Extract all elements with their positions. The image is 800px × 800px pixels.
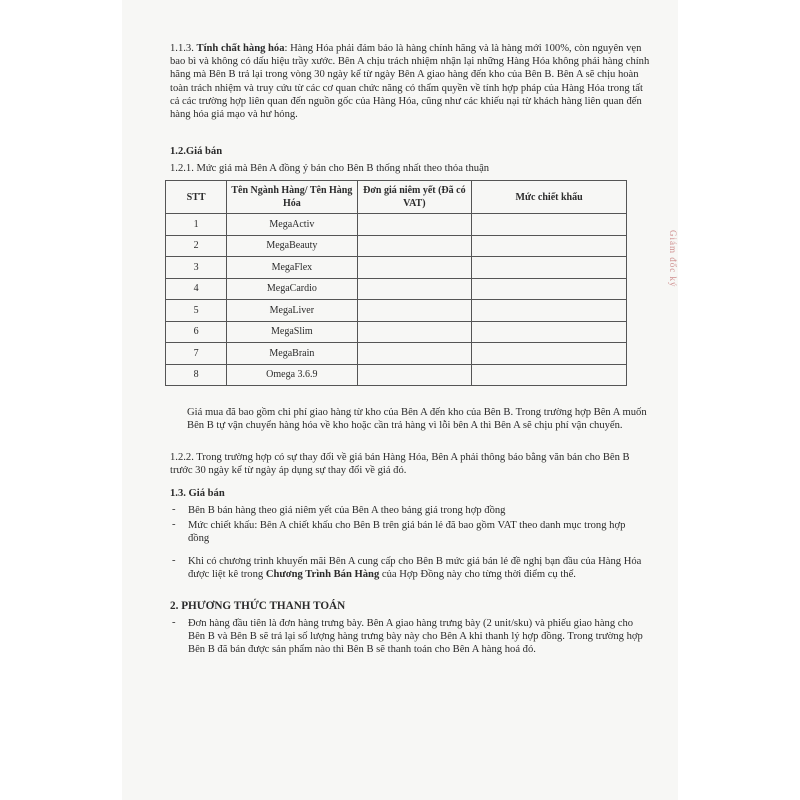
cell-product-name: MegaFlex bbox=[227, 257, 357, 279]
bullet-dash: - bbox=[172, 504, 176, 515]
margin-signature-mark: Giám đốc ký bbox=[668, 230, 678, 288]
section-1-1-3 bbox=[170, 42, 652, 121]
cell-list-price bbox=[357, 300, 472, 322]
cell-discount bbox=[472, 300, 627, 322]
table-row bbox=[166, 300, 627, 322]
cell-stt: 7 bbox=[166, 343, 227, 365]
bullet-dash: - bbox=[172, 617, 176, 628]
section-1-2-title: Giá bán bbox=[185, 146, 223, 157]
bullet-3-text-b: của Hợp Đồng này cho từng thời điểm cụ thể. bbox=[379, 569, 576, 581]
bullet-dash: - bbox=[172, 555, 176, 566]
cell-list-price bbox=[357, 278, 472, 300]
cell-product-name: MegaSlim bbox=[227, 321, 357, 343]
cell-product-name: MegaBrain bbox=[227, 343, 357, 365]
section-1-1-3-number: 1.1.3. bbox=[170, 43, 194, 54]
section-1-2-2: 1.2.2. Trong trường hợp có sự thay đổi về giá bán Hàng Hóa, Bên A phải thông báo bằng văn bản cho Bên B trước 30 ngày kể từ ngày áp dụng sự thay đổi về giá đó. bbox=[170, 452, 630, 477]
cell-product-name: MegaActiv bbox=[227, 214, 357, 236]
section-1-3-bullet-2: Mức chiết khấu: Bên A chiết khấu cho Bên B trên giá bán lẻ đã bao gồm VAT theo danh mục trong hợp đồng bbox=[188, 520, 626, 545]
cell-discount bbox=[472, 321, 627, 343]
header-product-name: Tên Ngành Hàng/ Tên Hàng Hóa bbox=[227, 181, 357, 214]
cell-list-price bbox=[357, 364, 472, 386]
cell-product-name: Omega 3.6.9 bbox=[227, 364, 357, 386]
shipping-note: Giá mua đã bao gồm chi phí giao hàng từ kho của Bên A đến kho của Bên B. Trong trường hợp Bên A muốn Bên B tự vận chuyển hàng hóa về kho hoặc cần trả hàng vì lỗi bên A thì Bên A sẽ chịu phí vận chuyển. bbox=[187, 407, 647, 432]
section-1-2-number: 1.2. bbox=[170, 146, 186, 157]
section-1-3-bullet-1: Bên B bán hàng theo giá niêm yết của Bên A theo bảng giá trong hợp đồng bbox=[188, 505, 506, 516]
cell-product-name: MegaCardio bbox=[227, 278, 357, 300]
cell-discount bbox=[472, 257, 627, 279]
cell-discount bbox=[472, 278, 627, 300]
cell-list-price bbox=[357, 321, 472, 343]
section-1-2-1: 1.2.1. Mức giá mà Bên A đồng ý bán cho Bên B thống nhất theo thỏa thuận bbox=[170, 163, 490, 174]
cell-stt: 1 bbox=[166, 214, 227, 236]
sales-program-term: Chương Trình Bán Hàng bbox=[265, 569, 380, 581]
cell-stt: 6 bbox=[166, 321, 227, 343]
section-1-1-3-text: : Hàng Hóa phải đảm bảo là hàng chính hãng và là hàng mới 100%, còn nguyên vẹn bao bì và không có dấu hiệu trầy xước. Bên A chịu trách nhiệm nhận lại những Hàng Hóa không phải hàng chính hãng mà Bên B trả lại trong vòng 30 ngày kể từ ngày Bên A giao hàng đến kho của Bên B. Bên A sẽ chịu hoàn toàn trách nhiệm và truy cứu từ các cơ quan chức năng có thẩm quyền về tính hợp pháp của Hàng Hóa trong tất cả các trường hợp liên quan đến nguồn gốc của Hàng Hóa, cũng như các khiếu nại từ khách hàng liên quan đến hàng hóa giả mạo và hư hỏng. bbox=[170, 43, 650, 121]
table-row bbox=[166, 278, 627, 300]
cell-discount bbox=[472, 364, 627, 386]
cell-list-price bbox=[357, 235, 472, 257]
cell-discount bbox=[472, 235, 627, 257]
cell-stt: 5 bbox=[166, 300, 227, 322]
cell-stt: 8 bbox=[166, 364, 227, 386]
section-1-1-3-title: Tính chất hàng hóa bbox=[196, 43, 285, 54]
cell-list-price bbox=[357, 214, 472, 236]
header-discount: Mức chiết khấu bbox=[472, 181, 627, 214]
cell-stt: 2 bbox=[166, 235, 227, 257]
bullet-dash: - bbox=[172, 519, 176, 530]
cell-list-price bbox=[357, 343, 472, 365]
table-row bbox=[166, 343, 627, 365]
section-1-3-heading: 1.3. Giá bán bbox=[170, 488, 225, 499]
cell-stt: 4 bbox=[166, 278, 227, 300]
cell-discount bbox=[472, 343, 627, 365]
table-row bbox=[166, 321, 627, 343]
cell-product-name: MegaLiver bbox=[227, 300, 357, 322]
section-1-2-heading bbox=[170, 145, 222, 158]
section-2-heading: 2. PHƯƠNG THỨC THANH TOÁN bbox=[170, 600, 346, 612]
header-stt: STT bbox=[166, 181, 227, 214]
price-table-header bbox=[166, 181, 627, 214]
cell-stt: 3 bbox=[166, 257, 227, 279]
section-1-3-bullet-3 bbox=[188, 555, 648, 581]
table-row bbox=[166, 364, 627, 386]
header-list-price: Đơn giá niêm yết (Đã có VAT) bbox=[357, 181, 472, 214]
bullet-3-text-a: Khi có chương trình khuyến mãi Bên A cung cấp cho Bên B mức giá bán lẻ đề nghị bạn đầu của Hàng Hóa được liệt kê trong bbox=[188, 556, 642, 581]
cell-product-name: MegaBeauty bbox=[227, 235, 357, 257]
cell-discount bbox=[472, 214, 627, 236]
table-row bbox=[166, 257, 627, 279]
table-row bbox=[166, 214, 627, 236]
table-row bbox=[166, 235, 627, 257]
section-2-bullet: Đơn hàng đầu tiên là đơn hàng trưng bày. Bên A giao hàng trưng bày (2 unit/sku) và phiếu giao hàng cho Bên B và Bên B sẽ trả lại số lượng hàng trưng bày này cho Bên A khi thanh lý hợp đồng. Trong trường hợp Bên B đã bán được sản phẩm nào thì Bên B sẽ thanh toán cho Bên A hàng hoá đó. bbox=[188, 618, 643, 656]
cell-list-price bbox=[357, 257, 472, 279]
price-table bbox=[165, 180, 627, 386]
